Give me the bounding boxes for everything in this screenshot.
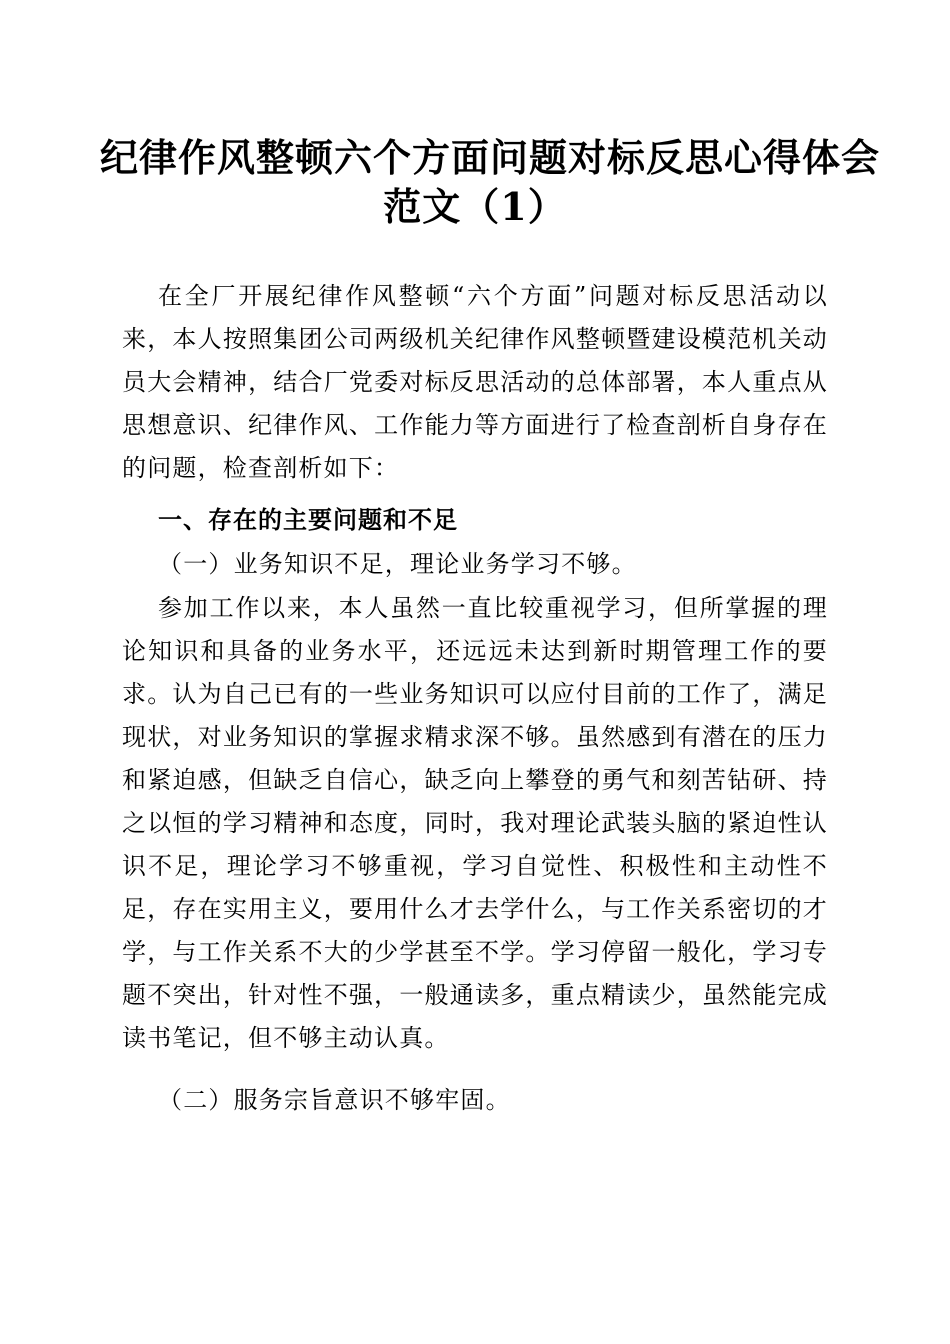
section-1-heading: 一、存在的主要问题和不足 [158, 506, 458, 534]
intro-paragraph: 在全厂开展纪律作风整顿“六个方面”问题对标反思活动以来，本人按照集团公司两级机关纪律作风整顿暨建设模范机关动员大会精神，结合厂党委对标反思活动的总体部署，本人重点从思想意识、纪律作风、工作能力等方面进行了检查剖析自身存在的问题，检查剖析如下： [122, 282, 828, 482]
document-title-line-2: 范文（1） [383, 184, 567, 229]
document-title-line-1: 纪律作风整顿六个方面问题对标反思心得体会 [100, 135, 881, 180]
subsection-1-paragraph: 参加工作以来，本人虽然一直比较重视学习，但所掌握的理论知识和具备的业务水平，还远远未达到新时期管理工作的要求。认为自己已有的一些业务知识可以应付目前的工作了，满足现状，对业务知识的掌握求精求深不够。虽然感到有潜在的压力和紧迫感，但缺乏自信心，缺乏向上攀登的勇气和刻苦钻研、持之以恒的学习精神和态度，同时，我对理论武装头脑的紧迫性认识不足，理论学习不够重视，学习自觉性、积极性和主动性不足，存在实用主义，要用什么才去学什么，与工作关系密切的才学，与工作关系不大的少学甚至不学。学习停留一般化，学习专题不突出，针对性不强，一般通读多，重点精读少，虽然能完成读书笔记，但不够主动认真。 [122, 594, 828, 1052]
subsection-2-heading: （二）服务宗旨意识不够牢固。 [158, 1086, 511, 1114]
subsection-1-heading: （一）业务知识不足，理论业务学习不够。 [158, 550, 637, 578]
